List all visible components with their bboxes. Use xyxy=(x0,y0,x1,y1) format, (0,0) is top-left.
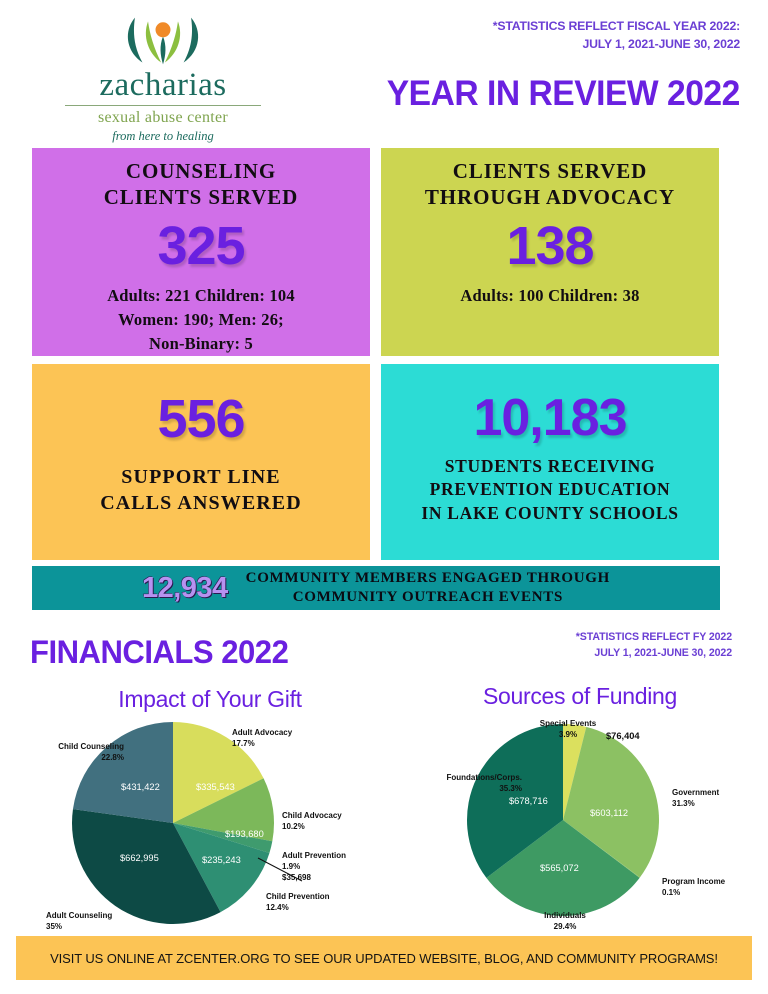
stat-card-prevention-education xyxy=(381,364,719,560)
pie-label-adult-advocacy: Adult Advocacy 17.7% xyxy=(232,728,293,748)
stat-caption-line-2: PREVENTION EDUCATION xyxy=(429,479,671,500)
pie-label-child-advocacy: Child Advocacy 10.2% xyxy=(282,811,342,831)
stat-heading-line-2: CLIENTS SERVED xyxy=(103,185,299,210)
stat-caption xyxy=(389,455,711,525)
fiscal-note-line-1: *STATISTICS REFLECT FISCAL YEAR 2022: xyxy=(492,19,740,33)
stat-detail-line-3: Non-Binary: 5 xyxy=(149,333,253,353)
pie-label-individuals: Individuals 29.4% xyxy=(544,911,586,931)
financials-title: FINANCIALS 2022 xyxy=(30,634,289,670)
logo-tagline: from here to healing xyxy=(112,128,214,143)
pie-label-special-events: Special Events 3.9% xyxy=(539,719,597,739)
stat-number: 138 xyxy=(506,215,594,276)
fiscal-note-line-2: JULY 1, 2021-JUNE 30, 2022 xyxy=(582,36,740,51)
leaf-person-logo-icon xyxy=(48,12,278,70)
stat-detail-line-1: Adults: 221 Children: 104 xyxy=(107,285,295,305)
page-header xyxy=(0,0,768,145)
stat-caption xyxy=(40,464,362,516)
stat-heading-line-2: THROUGH ADVOCACY xyxy=(424,185,676,210)
stat-caption-line-1: STUDENTS RECEIVING xyxy=(444,456,656,477)
pie-value-individuals: $565,072 xyxy=(540,863,579,873)
footer-text: VISIT US ONLINE AT ZCENTER.ORG TO SEE OUR UPDATED WEBSITE, BLOG, AND COMMUNITY PROGRAMS! xyxy=(50,950,718,966)
stat-caption-line-3: IN LAKE COUNTY SCHOOLS xyxy=(421,502,679,523)
logo-wordmark: zacharias xyxy=(99,67,227,103)
stat-number: 325 xyxy=(157,215,245,276)
stat-detail-line-1: Adults: 100 Children: 38 xyxy=(460,285,640,305)
chart-title-impact: Impact of Your Gift xyxy=(118,686,302,712)
pie-label-foundations: Foundations/Corps. 35.3% xyxy=(446,773,522,793)
pie-value-child-counseling: $431,422 xyxy=(121,782,160,792)
financials-note xyxy=(576,630,732,662)
pie-value-adult-prevention: $35,698 xyxy=(282,872,311,882)
stat-number: 10,183 xyxy=(473,389,627,447)
pie-value-child-advocacy: $193,680 xyxy=(225,829,264,839)
banner-text-line-1: COMMUNITY MEMBERS ENGAGED THROUGH xyxy=(245,570,611,587)
stat-detail xyxy=(389,284,711,308)
stat-detail xyxy=(40,284,362,356)
stat-card-advocacy-clients xyxy=(381,148,719,356)
stat-caption-line-1: SUPPORT LINE xyxy=(121,466,281,489)
pie-label-adult-prevention: Adult Prevention 1.9% $35,698 xyxy=(282,851,394,883)
stat-card-counseling-clients xyxy=(32,148,370,356)
footer-banner xyxy=(16,936,752,980)
financials-note-line-2: JULY 1, 2021-JUNE 30, 2022 xyxy=(594,646,732,659)
pie-value-adult-advocacy: $335,543 xyxy=(196,782,235,792)
stat-number: 556 xyxy=(157,389,245,449)
stat-heading xyxy=(389,158,711,211)
pie-value-child-prevention: $235,243 xyxy=(202,855,241,865)
organization-logo xyxy=(48,12,278,144)
pie-value-government: $603,112 xyxy=(590,808,629,818)
pie-label-child-prevention: Child Prevention 12.4% xyxy=(266,892,330,912)
pie-label-government: Government 31.3% xyxy=(672,788,720,808)
chart-title-funding: Sources of Funding xyxy=(482,683,678,709)
stat-heading xyxy=(40,158,362,211)
fiscal-year-note xyxy=(493,18,740,54)
financials-note-line-1: *STATISTICS REFLECT FY 2022 xyxy=(575,631,732,643)
pie-label-program-income: Program Income 0.1% xyxy=(662,877,726,897)
logo-subtitle: sexual abuse center xyxy=(97,108,229,126)
banner-text-line-2: COMMUNITY OUTREACH EVENTS xyxy=(292,589,563,605)
pie-label-adult-counseling: Adult Counseling 35% xyxy=(46,911,113,931)
pie-label-child-counseling: Child Counseling 22.8% xyxy=(58,742,124,762)
logo-divider xyxy=(65,105,261,106)
stat-heading-line-1: CLIENTS SERVED xyxy=(452,159,648,183)
stat-heading-line-1: COUNSELING xyxy=(125,159,277,183)
community-outreach-banner xyxy=(32,566,720,610)
stat-card-support-line-calls xyxy=(32,364,370,560)
pie-chart-impact-of-your-gift xyxy=(10,706,400,936)
page-title: YEAR IN REVIEW 2022 xyxy=(386,74,740,113)
pie-value-special-events: $76,404 xyxy=(606,731,640,741)
stat-caption-line-2: CALLS ANSWERED xyxy=(100,492,302,515)
banner-text xyxy=(246,569,610,607)
banner-number: 12,934 xyxy=(141,571,228,604)
pie-value-adult-counseling: $662,995 xyxy=(120,853,159,863)
pie-chart-sources-of-funding xyxy=(400,703,768,936)
pie-value-foundations: $678,716 xyxy=(509,796,548,806)
pie-slice xyxy=(73,722,173,823)
stat-detail-line-2: Women: 190; Men: 26; xyxy=(118,309,284,329)
